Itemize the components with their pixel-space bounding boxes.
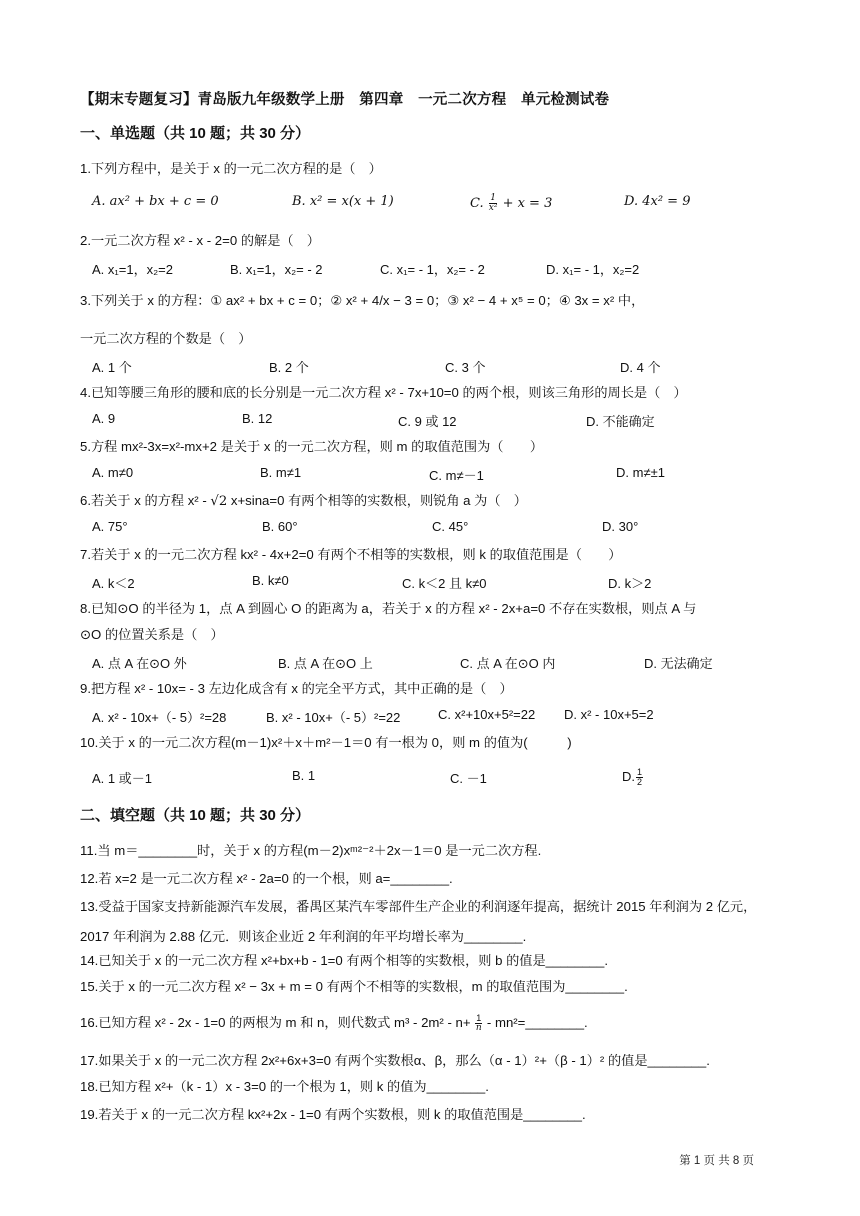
question-16: 16.已知方程 x² - 2x - 1=0 的两根为 m 和 n，则代数式 m³ - 2m² - n+ $\frac{1}{n}$ - mn²=________. bbox=[80, 1013, 588, 1034]
option-d: D. x² - 10x+5=2 bbox=[564, 707, 654, 722]
option-b: B. x² - 10x+（- 5）²=22 bbox=[266, 710, 401, 725]
question-7: 7.若关于 x 的一元二次方程 kx² - 4x+2=0 有两个不相等的实数根，则 k 的取值范围是（ ） bbox=[80, 547, 622, 562]
question-14: 14.已知关于 x 的一元二次方程 x²+bx+b - 1=0 有两个相等的实数根，则 b 的值是________. bbox=[80, 953, 609, 968]
option-d: D. x₁= - 1，x₂=2 bbox=[546, 262, 640, 277]
question-8-line1: 8.已知⊙O 的半径为 1，点 A 到圆心 O 的距离为 a，若关于 x 的方程 x² - 2x+a=0 不存在实数根，则点 A 与 bbox=[80, 601, 697, 616]
question-3-options bbox=[92, 357, 782, 379]
sqrt-symbol: √2 bbox=[210, 494, 228, 509]
question-4-options bbox=[92, 411, 782, 433]
section-heading-fill-blank: 二、填空题（共 10 题；共 30 分） bbox=[80, 807, 311, 824]
option-d: D. 4x² = 9 bbox=[624, 194, 691, 209]
option-c: C. 3 个 bbox=[445, 360, 486, 375]
option-b: B. 2 个 bbox=[269, 360, 309, 375]
option-b: B. 点 A 在⊙O 上 bbox=[278, 656, 373, 671]
option-d: D. 不能确定 bbox=[586, 414, 655, 429]
option-c: C. x₁= - 1，x₂= - 2 bbox=[380, 262, 485, 277]
page-title: 【期末专题复习】青岛版九年级数学上册 第四章 一元二次方程 单元检测试卷 bbox=[80, 92, 610, 108]
option-b: B. 1 bbox=[292, 768, 316, 783]
page-number: 第 1 页 共 8 页 bbox=[679, 1155, 754, 1167]
option-a: A. 点 A 在⊙O 外 bbox=[92, 656, 187, 671]
question-3-line1: 3.下列关于 x 的方程：① ax² + bx + c = 0；② x² + 4/x − 3 = 0；③ x² − 4 + x⁵ = 0；④ 3x = x² 中， bbox=[80, 293, 645, 308]
question-10: 10.关于 x 的一元二次方程(m－1)x²＋x＋m²－1＝0 有一根为 0，则 m 的值为( ) bbox=[80, 735, 572, 750]
option-d: D. k＞2 bbox=[608, 576, 652, 591]
option-b: B. x₁=1，x₂= - 2 bbox=[230, 262, 323, 277]
question-2-options bbox=[92, 259, 782, 281]
option-b: B. m≠1 bbox=[260, 465, 302, 480]
question-1: 1.下列方程中，是关于 x 的一元二次方程的是（ ） bbox=[80, 161, 382, 176]
option-a: A. 1 个 bbox=[92, 360, 132, 375]
question-2: 2.一元二次方程 x² - x - 2=0 的解是（ ） bbox=[80, 233, 320, 248]
option-a: A. x₁=1，x₂=2 bbox=[92, 262, 173, 277]
option-d: D. m≠±1 bbox=[616, 465, 665, 480]
option-c: C. $\frac{1}{\text{x²}}$ + x = 3 bbox=[470, 193, 553, 213]
question-5-options bbox=[92, 465, 782, 487]
question-1-options bbox=[92, 194, 782, 216]
option-c: C. 9 或 12 bbox=[398, 414, 457, 429]
option-c: C. 点 A 在⊙O 内 bbox=[460, 656, 556, 671]
question-9: 9.把方程 x² - 10x= - 3 左边化成含有 x 的完全平方式，其中正确的是（ ） bbox=[80, 681, 513, 696]
option-c: C. k＜2 且 k≠0 bbox=[402, 576, 487, 591]
option-d: D. $\frac{1}{2}$ bbox=[622, 767, 643, 787]
question-4: 4.已知等腰三角形的腰和底的长分别是一元二次方程 x² - 7x+10=0 的两个根，则该三角形的周长是（ ） bbox=[80, 385, 687, 400]
option-b: B. k≠0 bbox=[252, 573, 289, 588]
question-6: 6.若关于 x 的方程 x² - √2 x+sina=0 有两个相等的实数根，则锐角 a 为（ ） bbox=[80, 493, 527, 509]
option-d: D. 30° bbox=[602, 519, 639, 534]
question-8-options bbox=[92, 653, 782, 675]
option-c: C. x²+10x+5²=22 bbox=[438, 707, 536, 722]
question-8-line2: ⊙O 的位置关系是（ ） bbox=[80, 627, 224, 642]
question-12: 12.若 x=2 是一元二次方程 x² - 2a=0 的一个根，则 a=________. bbox=[80, 871, 453, 886]
option-a: A. k＜2 bbox=[92, 576, 135, 591]
option-a: A. ax² + bx + c = 0 bbox=[92, 194, 219, 209]
option-d: D. 4 个 bbox=[620, 360, 661, 375]
option-b: B. 60° bbox=[262, 519, 298, 534]
question-18: 18.已知方程 x²+（k - 1）x - 3=0 的一个根为 1，则 k 的值为________. bbox=[80, 1079, 489, 1094]
question-6-options bbox=[92, 519, 782, 541]
question-7-options bbox=[92, 573, 782, 595]
question-5: 5.方程 mx²-3x=x²-mx+2 是关于 x 的一元二次方程，则 m 的取值范围为（ ） bbox=[80, 439, 544, 454]
question-10-options bbox=[92, 768, 782, 790]
option-a: A. 1 或－1 bbox=[92, 771, 152, 786]
option-c: C. 45° bbox=[432, 519, 469, 534]
option-b: B. 12 bbox=[242, 411, 273, 426]
option-a: A. m≠0 bbox=[92, 465, 134, 480]
option-c: C. －1 bbox=[450, 771, 487, 786]
question-13: 13.受益于国家支持新能源汽车发展，番禺区某汽车零部件生产企业的利润逐年提高，据统计 2015 年利润为 2 亿元，2017 年利润为 2.88 亿元．则该企业近 2 年利润的年平均增长率为________. bbox=[80, 899, 757, 944]
question-19: 19.若关于 x 的一元二次方程 kx²+2x - 1=0 有两个实数根，则 k 的取值范围是________. bbox=[80, 1107, 586, 1122]
question-15: 15.关于 x 的一元二次方程 x² − 3x + m = 0 有两个不相等的实数根，m 的取值范围为________. bbox=[80, 979, 628, 994]
section-heading-single-choice: 一、单选题（共 10 题；共 30 分） bbox=[80, 125, 311, 142]
option-d: D. 无法确定 bbox=[644, 656, 713, 671]
option-b: B. x² = x(x + 1) bbox=[292, 194, 394, 209]
question-9-options bbox=[92, 707, 782, 729]
option-a: A. x² - 10x+（- 5）²=28 bbox=[92, 710, 227, 725]
option-a: A. 9 bbox=[92, 411, 116, 426]
option-a: A. 75° bbox=[92, 519, 128, 534]
question-3-line2: 一元二次方程的个数是（ ） bbox=[80, 331, 252, 346]
option-c: C. m≠－1 bbox=[429, 468, 484, 483]
question-17: 17.如果关于 x 的一元二次方程 2x²+6x+3=0 有两个实数根α、β，那么（α - 1）²+（β - 1）² 的值是________. bbox=[80, 1053, 710, 1068]
question-11: 11.当 m＝________时，关于 x 的方程(m－2)xᵐ²⁻²＋2x－1＝0 是一元二次方程. bbox=[80, 843, 542, 858]
